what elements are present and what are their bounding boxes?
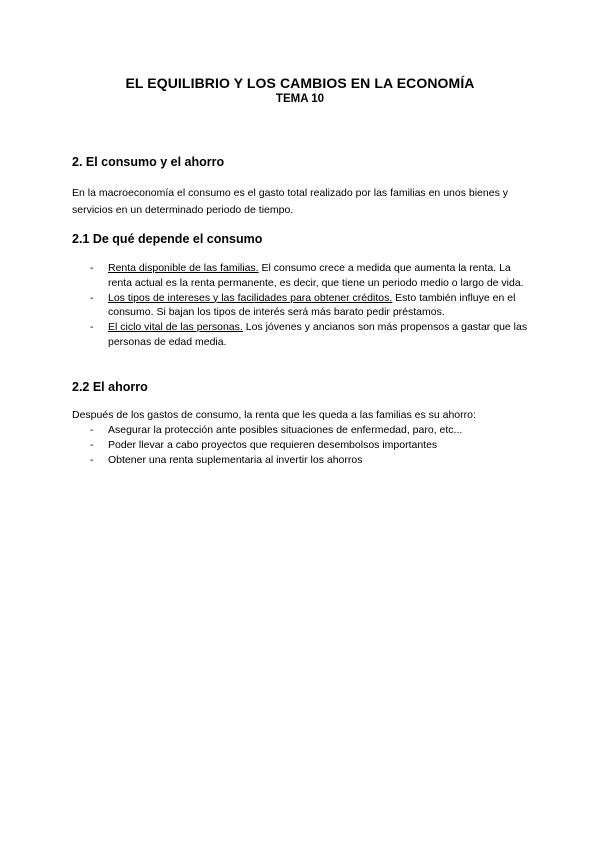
list-bullet: - [90,424,94,436]
list-bullet: - [90,262,94,274]
document-subtitle: TEMA 10 [275,93,325,105]
list-item-text: Esto también influye en el consumo. Si bajan los tipos de interés será más barato pedir préstamos. [108,291,516,319]
ahorro-reasons-list [90,423,532,467]
section-heading-ahorro: 2.2 El ahorro [72,380,148,394]
list-item [90,423,532,438]
list-item-text: Poder llevar a cabo proyectos que requieren desembolsos importantes [108,438,438,451]
list-item [90,320,532,350]
section-heading-depende-consumo: 2.1 De qué depende el consumo [72,232,263,246]
list-item [90,438,532,453]
section-paragraph-consumo: En la macroeconomía el consumo es el gasto total realizado por las familias en unos bienes y servicios en un determinado periodo de tiempo. [72,187,508,216]
list-item-text: Los jóvenes y ancianos son más propensos a gastar que las personas de edad media. [108,321,528,348]
list-bullet: - [90,453,94,466]
list-item-term: El ciclo vital de las personas. [108,321,243,334]
list-item-term: Los tipos de intereses y las facilidades para obtener créditos. [108,291,393,304]
list-bullet: - [90,291,94,304]
section-paragraph-ahorro: Después de los gastos de consumo, la renta que les queda a las familias es su ahorro: [72,409,476,421]
list-item [90,453,532,468]
list-item [90,291,532,321]
list-bullet: - [90,438,94,451]
list-bullet: - [90,321,94,334]
list-item-text: El consumo crece a medida que aumenta la renta. La renta actual es la renta permanente, es decir, que tiene un periodo medio o largo de vida. [108,262,524,289]
consumo-factors-list [90,261,532,350]
section-heading-consumo-ahorro: 2. El consumo y el ahorro [72,155,225,169]
list-item [90,261,532,291]
list-item-text: Asegurar la protección ante posibles situaciones de enfermedad, paro, etc... [108,424,463,436]
document-title: EL EQUILIBRIO Y LOS CAMBIOS EN LA ECONOMÍA [125,75,475,91]
list-item-term: Renta disponible de las familias. [108,262,259,274]
list-item-text: Obtener una renta suplementaria al invertir los ahorros [108,453,363,466]
